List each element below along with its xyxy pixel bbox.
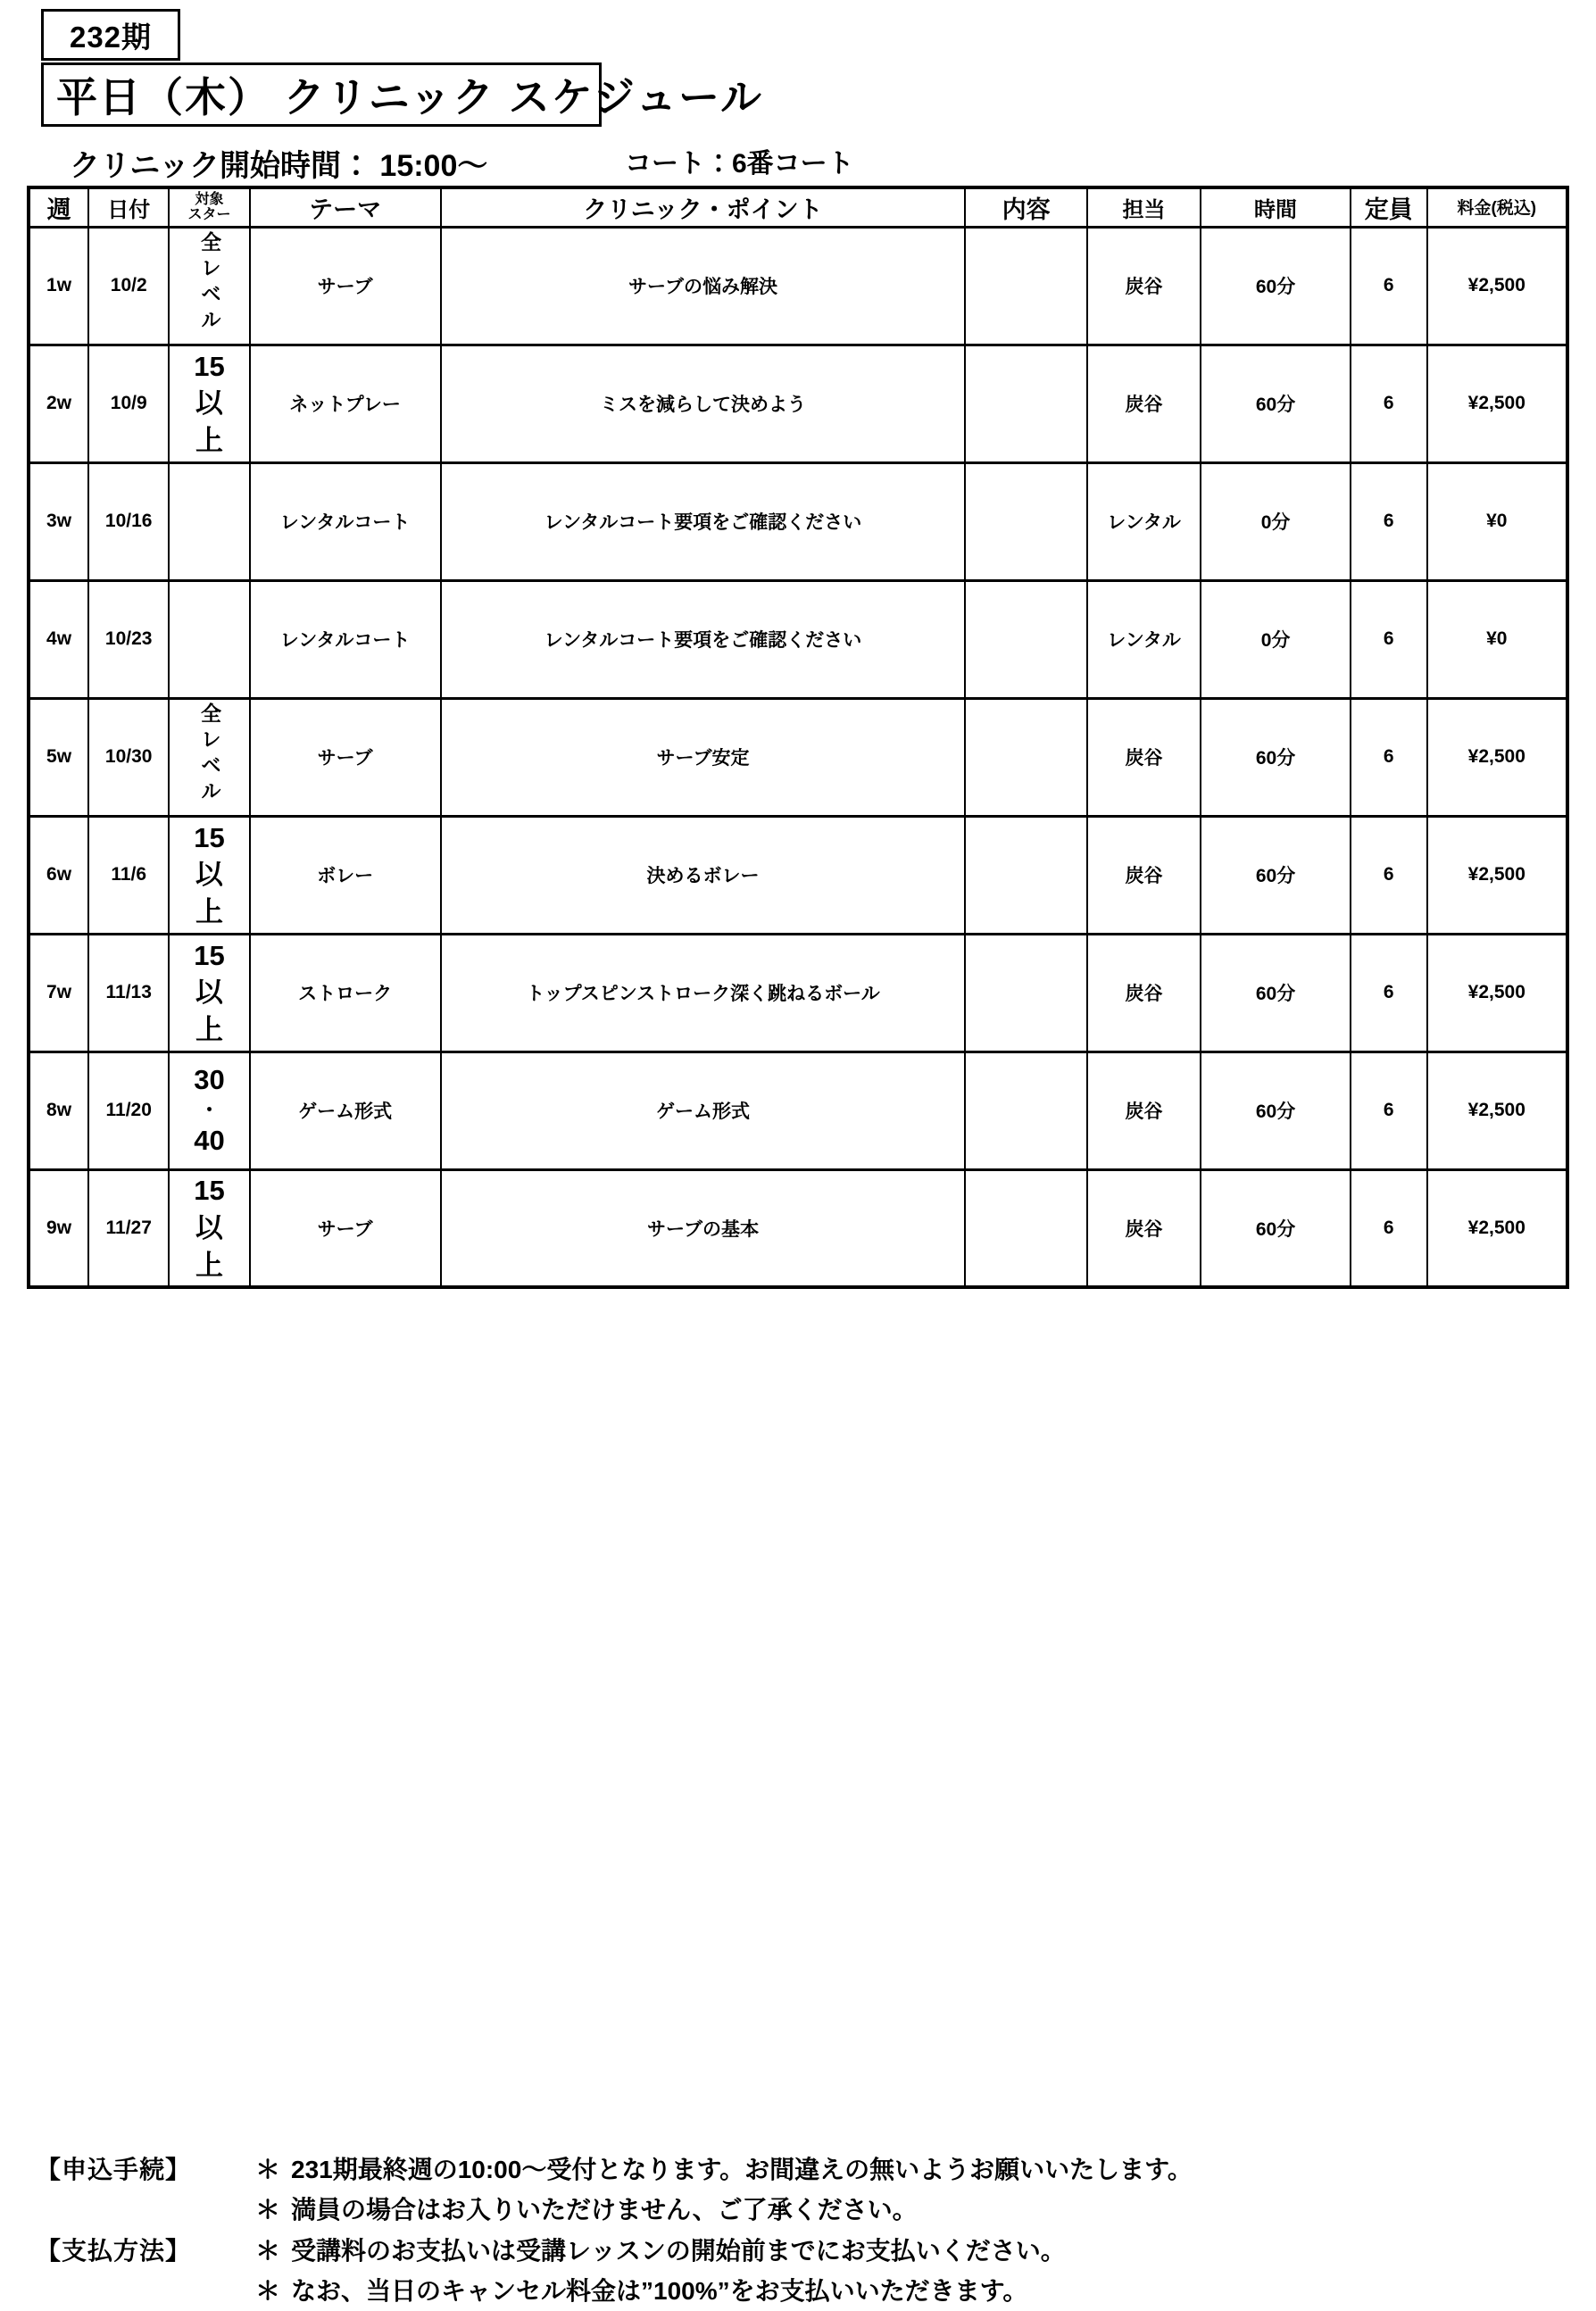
cell-duration: 60分: [1201, 698, 1351, 816]
column-header-content: 内容: [965, 187, 1087, 227]
cell-fee: ¥0: [1427, 462, 1567, 580]
table-row: [29, 698, 1567, 816]
table-header-row: [29, 187, 1567, 227]
note-label: 【支払方法】: [36, 2236, 192, 2265]
target-star-stacked-label: [170, 819, 248, 931]
cell-capacity: 6: [1351, 462, 1427, 580]
cell-clinic-point: サーブの悩み解決: [441, 227, 966, 345]
cell-instructor: 炭谷: [1087, 934, 1201, 1052]
cell-fee: ¥2,500: [1427, 345, 1567, 462]
column-header-instructor: 担当: [1087, 187, 1201, 227]
cell-content: [965, 816, 1087, 934]
clinic-start-time: [70, 141, 487, 185]
cell-fee: ¥2,500: [1427, 698, 1567, 816]
cell-clinic-point: サーブの基本: [441, 1169, 966, 1287]
column-header-fee: 料金(税込): [1427, 187, 1567, 227]
cell-date: 10/2: [88, 227, 169, 345]
court-info: [625, 141, 854, 180]
cell-theme: ストローク: [250, 934, 441, 1052]
cell-capacity: 6: [1351, 1052, 1427, 1169]
cell-fee: ¥2,500: [1427, 1052, 1567, 1169]
clinic-start-time-label: クリニック開始時間： 15:00〜: [70, 149, 488, 183]
cell-clinic-point: レンタルコート要項をご確認ください: [441, 580, 966, 698]
table-row: [29, 462, 1567, 580]
cell-instructor: 炭谷: [1087, 227, 1201, 345]
cell-target-star: [169, 462, 249, 580]
cell-target-star: [169, 1052, 249, 1169]
table-row: [29, 580, 1567, 698]
note-bullet-icon: ＊: [255, 2196, 281, 2224]
schedule-table-head: [29, 187, 1567, 227]
cell-instructor: 炭谷: [1087, 816, 1201, 934]
target-star-line: 以: [195, 859, 223, 891]
table-row: [29, 816, 1567, 934]
cell-instructor: 炭谷: [1087, 1052, 1201, 1169]
court-info-label: コート：6番コート: [625, 149, 854, 179]
target-star-stacked-label: [170, 348, 248, 460]
cell-duration: 60分: [1201, 816, 1351, 934]
cell-duration: 0分: [1201, 580, 1351, 698]
note-label: 【申込手続】: [36, 2156, 192, 2183]
cell-duration: 60分: [1201, 345, 1351, 462]
target-star-line: 15: [194, 1175, 225, 1207]
cell-capacity: 6: [1351, 934, 1427, 1052]
note-text: 受講料のお支払いは受講レッスンの開始前までにお支払いください。: [291, 2236, 1066, 2265]
cell-capacity: 6: [1351, 227, 1427, 345]
cell-clinic-point: 決めるボレー: [441, 816, 966, 934]
target-star-vertical-label: 全レベル: [197, 231, 221, 335]
cell-date: 11/13: [88, 934, 169, 1052]
note-row: [36, 2231, 1553, 2271]
target-star-line: 15: [194, 821, 225, 853]
cell-theme: ボレー: [250, 816, 441, 934]
note-row: [36, 2149, 1553, 2190]
cell-instructor: 炭谷: [1087, 698, 1201, 816]
note-bullet-icon: ＊: [255, 2156, 281, 2183]
cell-fee: ¥2,500: [1427, 227, 1567, 345]
footer-notes: [36, 2149, 1553, 2311]
note-text: 満員の場合はお入りいただけません、ご了承ください。: [291, 2196, 918, 2224]
cell-theme: ゲーム形式: [250, 1052, 441, 1169]
column-header-capacity: 定員: [1351, 187, 1427, 227]
cell-date: 10/16: [88, 462, 169, 580]
table-row: [29, 1169, 1567, 1287]
cell-content: [965, 698, 1087, 816]
cell-duration: 0分: [1201, 462, 1351, 580]
cell-fee: ¥0: [1427, 580, 1567, 698]
note-row: [36, 2190, 1553, 2230]
cell-target-star: [169, 934, 249, 1052]
cell-week: 9w: [29, 1169, 88, 1287]
cell-clinic-point: ミスを減らして決めよう: [441, 345, 966, 462]
column-header-date: 日付: [88, 187, 169, 227]
cell-date: 11/20: [88, 1052, 169, 1169]
cell-clinic-point: サーブ安定: [441, 698, 966, 816]
cell-theme: サーブ: [250, 227, 441, 345]
cell-week: 4w: [29, 580, 88, 698]
table-row: [29, 227, 1567, 345]
cell-target-star: [169, 227, 249, 345]
cell-content: [965, 934, 1087, 1052]
schedule-table: [27, 186, 1569, 1289]
cell-theme: サーブ: [250, 698, 441, 816]
cell-target-star: [169, 1169, 249, 1287]
cell-capacity: 6: [1351, 580, 1427, 698]
cell-clinic-point: ゲーム形式: [441, 1052, 966, 1169]
cell-instructor: レンタル: [1087, 580, 1201, 698]
cell-instructor: 炭谷: [1087, 345, 1201, 462]
cell-clinic-point: レンタルコート要項をご確認ください: [441, 462, 966, 580]
cell-week: 3w: [29, 462, 88, 580]
target-star-line: 15: [194, 939, 225, 971]
target-star-line: ・: [199, 1098, 220, 1121]
cell-date: 11/6: [88, 816, 169, 934]
cell-content: [965, 580, 1087, 698]
target-star-stacked-label: [170, 1061, 248, 1159]
note-bullet-icon: ＊: [255, 2236, 281, 2265]
column-header-duration: 時間: [1201, 187, 1351, 227]
target-star-line: 30: [194, 1064, 225, 1096]
cell-instructor: 炭谷: [1087, 1169, 1201, 1287]
cell-capacity: 6: [1351, 1169, 1427, 1287]
column-header-week: 週: [29, 187, 88, 227]
cell-date: 10/9: [88, 345, 169, 462]
cell-capacity: 6: [1351, 345, 1427, 462]
target-star-line: 上: [195, 895, 223, 927]
cell-instructor: レンタル: [1087, 462, 1201, 580]
target-star-line: 40: [194, 1125, 225, 1157]
cell-content: [965, 227, 1087, 345]
cell-capacity: 6: [1351, 816, 1427, 934]
cell-content: [965, 1052, 1087, 1169]
cell-theme: レンタルコート: [250, 462, 441, 580]
cell-fee: ¥2,500: [1427, 1169, 1567, 1287]
schedule-table-body: [29, 227, 1567, 1287]
cell-capacity: 6: [1351, 698, 1427, 816]
cell-target-star: [169, 698, 249, 816]
column-header-target-star-line1: 対象: [195, 191, 224, 207]
term-badge: [41, 9, 180, 61]
note-text: 231期最終週の10:00〜受付となります。お間違えの無いようお願いいたします。: [291, 2156, 1193, 2183]
cell-target-star: [169, 816, 249, 934]
target-star-stacked-label: [170, 937, 248, 1049]
cell-fee: ¥2,500: [1427, 816, 1567, 934]
target-star-line: 以: [195, 387, 223, 420]
cell-target-star: [169, 345, 249, 462]
cell-theme: レンタルコート: [250, 580, 441, 698]
cell-theme: ネットプレー: [250, 345, 441, 462]
page-title-label: 平日（木） クリニック スケジュール: [56, 74, 764, 121]
cell-week: 8w: [29, 1052, 88, 1169]
cell-week: 1w: [29, 227, 88, 345]
cell-week: 2w: [29, 345, 88, 462]
cell-duration: 60分: [1201, 934, 1351, 1052]
column-header-theme: テーマ: [250, 187, 441, 227]
cell-duration: 60分: [1201, 1052, 1351, 1169]
cell-content: [965, 345, 1087, 462]
target-star-line: 上: [195, 1249, 223, 1281]
cell-week: 6w: [29, 816, 88, 934]
cell-clinic-point: トップスピンストローク深く跳ねるボール: [441, 934, 966, 1052]
cell-theme: サーブ: [250, 1169, 441, 1287]
page-title: [41, 62, 764, 127]
cell-week: 7w: [29, 934, 88, 1052]
term-badge-label: 232期: [69, 20, 153, 54]
target-star-line: 上: [195, 424, 223, 456]
cell-fee: ¥2,500: [1427, 934, 1567, 1052]
cell-date: 10/23: [88, 580, 169, 698]
cell-date: 10/30: [88, 698, 169, 816]
cell-duration: 60分: [1201, 227, 1351, 345]
cell-date: 11/27: [88, 1169, 169, 1287]
target-star-line: 以: [195, 977, 223, 1009]
note-row: [36, 2271, 1553, 2311]
target-star-line: 上: [195, 1013, 223, 1045]
target-star-line: 以: [195, 1211, 223, 1243]
target-star-stacked-label: [170, 1172, 248, 1284]
column-header-target-star: [169, 187, 249, 227]
cell-target-star: [169, 580, 249, 698]
table-row: [29, 934, 1567, 1052]
table-row: [29, 1052, 1567, 1169]
target-star-vertical-label: 全レベル: [197, 702, 221, 806]
column-header-target-star-line2: スター: [187, 207, 231, 223]
cell-duration: 60分: [1201, 1169, 1351, 1287]
target-star-line: 15: [194, 350, 225, 382]
column-header-clinic-point: クリニック・ポイント: [441, 187, 966, 227]
cell-week: 5w: [29, 698, 88, 816]
note-bullet-icon: ＊: [255, 2277, 281, 2306]
cell-content: [965, 1169, 1087, 1287]
table-row: [29, 345, 1567, 462]
note-text: なお、当日のキャンセル料金は”100%”をお支払いいただきます。: [291, 2277, 1028, 2306]
cell-content: [965, 462, 1087, 580]
